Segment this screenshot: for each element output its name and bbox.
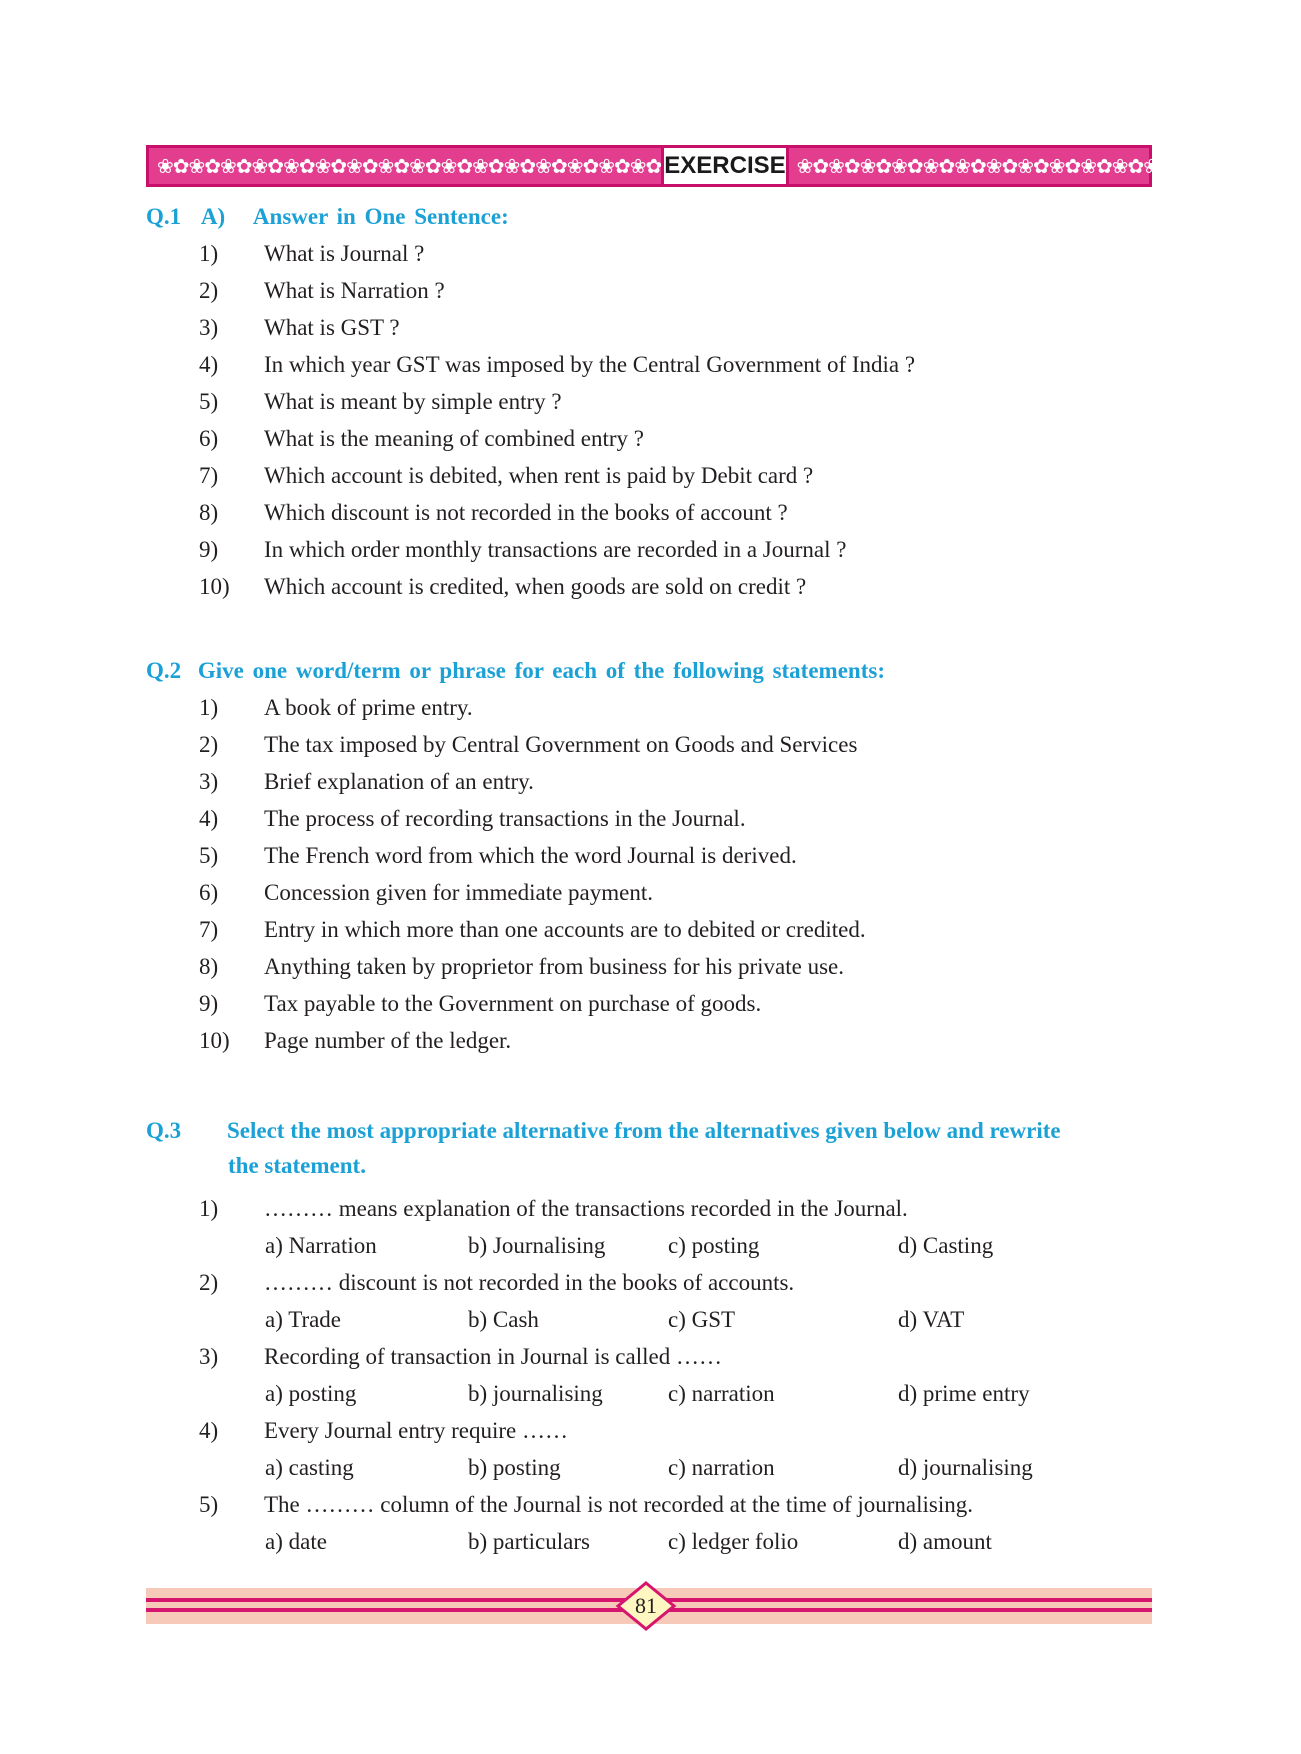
- item-number: 5): [199, 1492, 219, 1517]
- item-number: 5): [199, 389, 219, 414]
- answer-option: c) narration: [668, 1381, 775, 1406]
- item-text: A book of prime entry.: [264, 695, 473, 720]
- item-number: 7): [199, 917, 219, 942]
- left-floral-ornament: ❀✿❀✿❀✿❀✿❀✿❀✿❀✿❀✿❀✿❀✿❀✿❀✿❀✿❀✿❀✿❀✿: [157, 154, 662, 178]
- item-number: 3): [199, 769, 219, 794]
- page-number-badge: [616, 1581, 676, 1631]
- exercise-title: EXERCISE: [661, 148, 788, 184]
- item-number: 8): [199, 500, 219, 525]
- item-number: 7): [199, 463, 219, 488]
- answer-option: b) particulars: [468, 1529, 590, 1554]
- answer-option: a) Trade: [265, 1307, 342, 1332]
- item-text: What is Narration ?: [264, 278, 445, 303]
- item-number: 4): [199, 1418, 219, 1443]
- answer-option: b) Journalising: [468, 1233, 606, 1258]
- answer-option: b) journalising: [468, 1381, 603, 1406]
- item-text: Concession given for immediate payment.: [264, 880, 653, 905]
- item-text: What is the meaning of combined entry ?: [264, 426, 645, 451]
- page-number: 81: [635, 1593, 657, 1618]
- item-text: The tax imposed by Central Government on Goods and Services: [264, 732, 858, 757]
- q1-sub: A): [200, 204, 226, 229]
- answer-option: b) posting: [468, 1455, 561, 1480]
- item-number: 9): [199, 991, 219, 1016]
- item-text: ……… discount is not recorded in the books of accounts.: [264, 1270, 795, 1295]
- item-number: 2): [199, 278, 219, 303]
- answer-option: c) ledger folio: [668, 1529, 799, 1554]
- answer-option: b) Cash: [468, 1307, 539, 1332]
- answer-option: d) VAT: [898, 1307, 965, 1332]
- item-text: The ……… column of the Journal is not recorded at the time of journalising.: [264, 1492, 974, 1517]
- q3-number: Q.3: [146, 1118, 182, 1143]
- item-number: 3): [199, 315, 219, 340]
- item-number: 2): [199, 732, 219, 757]
- q1-heading: [146, 204, 509, 230]
- item-text: What is GST ?: [264, 315, 400, 340]
- item-text: What is meant by simple entry ?: [264, 389, 562, 414]
- q2-heading: [146, 658, 885, 684]
- item-text: Recording of transaction in Journal is called ……: [264, 1344, 722, 1369]
- item-number: 9): [199, 537, 219, 562]
- item-text: The process of recording transactions in the Journal.: [264, 806, 746, 831]
- answer-option: a) date: [265, 1529, 327, 1554]
- answer-option: d) journalising: [898, 1455, 1033, 1480]
- item-number: 4): [199, 352, 219, 377]
- right-floral-ornament: ❀✿❀✿❀✿❀✿❀✿❀✿❀✿❀✿❀✿❀✿❀✿❀✿❀✿❀✿❀✿❀✿: [796, 154, 1301, 178]
- item-text: Which account is credited, when goods are sold on credit ?: [264, 574, 807, 599]
- answer-option: c) narration: [668, 1455, 775, 1480]
- answer-option: c) posting: [668, 1233, 760, 1258]
- item-number: 8): [199, 954, 219, 979]
- answer-option: d) amount: [898, 1529, 992, 1554]
- item-number: 10): [199, 1028, 230, 1053]
- item-number: 3): [199, 1344, 219, 1369]
- item-text: Anything taken by proprietor from business for his private use.: [264, 954, 844, 979]
- answer-option: a) posting: [265, 1381, 357, 1406]
- q2-title: Give one word/term or phrase for each of the following statements:: [197, 658, 885, 683]
- item-number: 1): [199, 241, 219, 266]
- item-number: 5): [199, 843, 219, 868]
- exercise-banner: [146, 145, 1301, 187]
- item-text: Page number of the ledger.: [264, 1028, 512, 1053]
- q1-title: Answer in One Sentence:: [252, 204, 509, 229]
- item-text: ……… means explanation of the transactions recorded in the Journal.: [264, 1196, 908, 1221]
- item-text: In which order monthly transactions are recorded in a Journal ?: [264, 537, 847, 562]
- q2-number: Q.2: [146, 658, 182, 683]
- item-number: 1): [199, 695, 219, 720]
- item-number: 2): [199, 1270, 219, 1295]
- answer-option: a) Narration: [265, 1233, 377, 1258]
- answer-option: c) GST: [668, 1307, 736, 1332]
- item-text: Tax payable to the Government on purchase of goods.: [264, 991, 762, 1016]
- q1-number: Q.1: [146, 204, 182, 229]
- item-text: Entry in which more than one accounts are to debited or credited.: [264, 917, 866, 942]
- answer-option: d) Casting: [898, 1233, 994, 1258]
- item-text: The French word from which the word Journal is derived.: [264, 843, 797, 868]
- q3-title-line2: the statement.: [228, 1153, 366, 1178]
- item-number: 10): [199, 574, 230, 599]
- item-text: Every Journal entry require ……: [264, 1418, 569, 1443]
- item-number: 1): [199, 1196, 219, 1221]
- item-text: Which account is debited, when rent is paid by Debit card ?: [264, 463, 814, 488]
- item-number: 4): [199, 806, 219, 831]
- answer-option: d) prime entry: [898, 1381, 1030, 1406]
- item-text: What is Journal ?: [264, 241, 425, 266]
- item-text: In which year GST was imposed by the Central Government of India ?: [264, 352, 916, 377]
- item-number: 6): [199, 426, 219, 451]
- item-number: 6): [199, 880, 219, 905]
- answer-option: a) casting: [265, 1455, 354, 1480]
- item-text: Which discount is not recorded in the books of account ?: [264, 500, 788, 525]
- item-text: Brief explanation of an entry.: [264, 769, 534, 794]
- q3-title-line1: Select the most appropriate alternative from the alternatives given below and rewrite: [227, 1118, 1061, 1143]
